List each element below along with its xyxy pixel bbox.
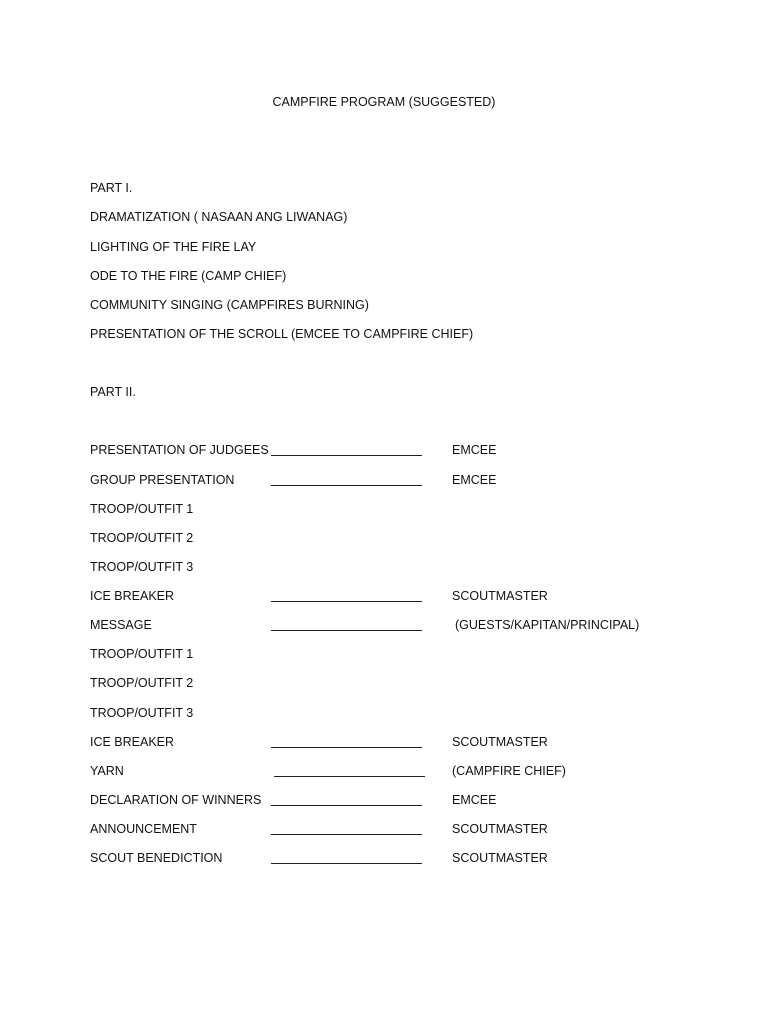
program-item-label: TROOP/OUTFIT 1: [90, 647, 194, 661]
program-row: [0, 443, 768, 458]
assignee-blank-line: [271, 747, 422, 748]
program-row: [0, 735, 768, 750]
program-item-label: GROUP PRESENTATION: [90, 473, 235, 487]
part1-item: ODE TO THE FIRE (CAMP CHIEF): [90, 269, 287, 283]
program-row: [0, 822, 768, 837]
program-item-role: (CAMPFIRE CHIEF): [452, 764, 566, 778]
program-row: [0, 473, 768, 488]
program-item-label: SCOUT BENEDICTION: [90, 851, 223, 865]
program-item-label: TROOP/OUTFIT 3: [90, 560, 194, 574]
program-item-label: TROOP/OUTFIT 1: [90, 502, 194, 516]
assignee-blank-line: [271, 805, 422, 806]
program-item-label: PRESENTATION OF JUDGEES: [90, 443, 269, 457]
program-row: [0, 589, 768, 604]
assignee-blank-line: [271, 485, 422, 486]
program-item-role: EMCEE: [452, 473, 497, 487]
program-item-label: TROOP/OUTFIT 2: [90, 676, 194, 690]
program-row: [0, 531, 768, 546]
document-title: CAMPFIRE PROGRAM (SUGGESTED): [272, 95, 496, 109]
program-item-role: SCOUTMASTER: [452, 851, 548, 865]
program-item-label: MESSAGE: [90, 618, 152, 632]
assignee-blank-line: [274, 776, 425, 777]
program-item-label: DECLARATION OF WINNERS: [90, 793, 262, 807]
program-item-label: YARN: [90, 764, 124, 778]
program-item-role: SCOUTMASTER: [452, 589, 548, 603]
part1-item: DRAMATIZATION ( NASAAN ANG LIWANAG): [90, 210, 348, 224]
assignee-blank-line: [271, 601, 422, 602]
part1-heading: PART I.: [90, 181, 133, 195]
program-item-role: (GUESTS/KAPITAN/PRINCIPAL): [455, 618, 640, 632]
assignee-blank-line: [271, 834, 422, 835]
part2-heading: PART II.: [90, 385, 136, 399]
program-row: [0, 851, 768, 866]
part1-item: COMMUNITY SINGING (CAMPFIRES BURNING): [90, 298, 369, 312]
program-item-label: ICE BREAKER: [90, 735, 175, 749]
assignee-blank-line: [271, 455, 422, 456]
part1-item: PRESENTATION OF THE SCROLL (EMCEE TO CAMPFIRE CHIEF): [90, 327, 474, 341]
program-item-label: TROOP/OUTFIT 3: [90, 706, 194, 720]
program-row: [0, 502, 768, 517]
program-item-role: EMCEE: [452, 443, 497, 457]
program-row: [0, 764, 768, 779]
program-row: [0, 647, 768, 662]
program-row: [0, 676, 768, 691]
program-row: [0, 618, 768, 633]
program-item-role: SCOUTMASTER: [452, 735, 548, 749]
program-item-role: SCOUTMASTER: [452, 822, 548, 836]
assignee-blank-line: [271, 630, 422, 631]
program-item-role: EMCEE: [452, 793, 497, 807]
assignee-blank-line: [271, 863, 422, 864]
program-item-label: ANNOUNCEMENT: [90, 822, 197, 836]
program-row: [0, 793, 768, 808]
program-item-label: TROOP/OUTFIT 2: [90, 531, 194, 545]
program-row: [0, 706, 768, 721]
part1-item: LIGHTING OF THE FIRE LAY: [90, 240, 257, 254]
program-row: [0, 560, 768, 575]
program-item-label: ICE BREAKER: [90, 589, 175, 603]
